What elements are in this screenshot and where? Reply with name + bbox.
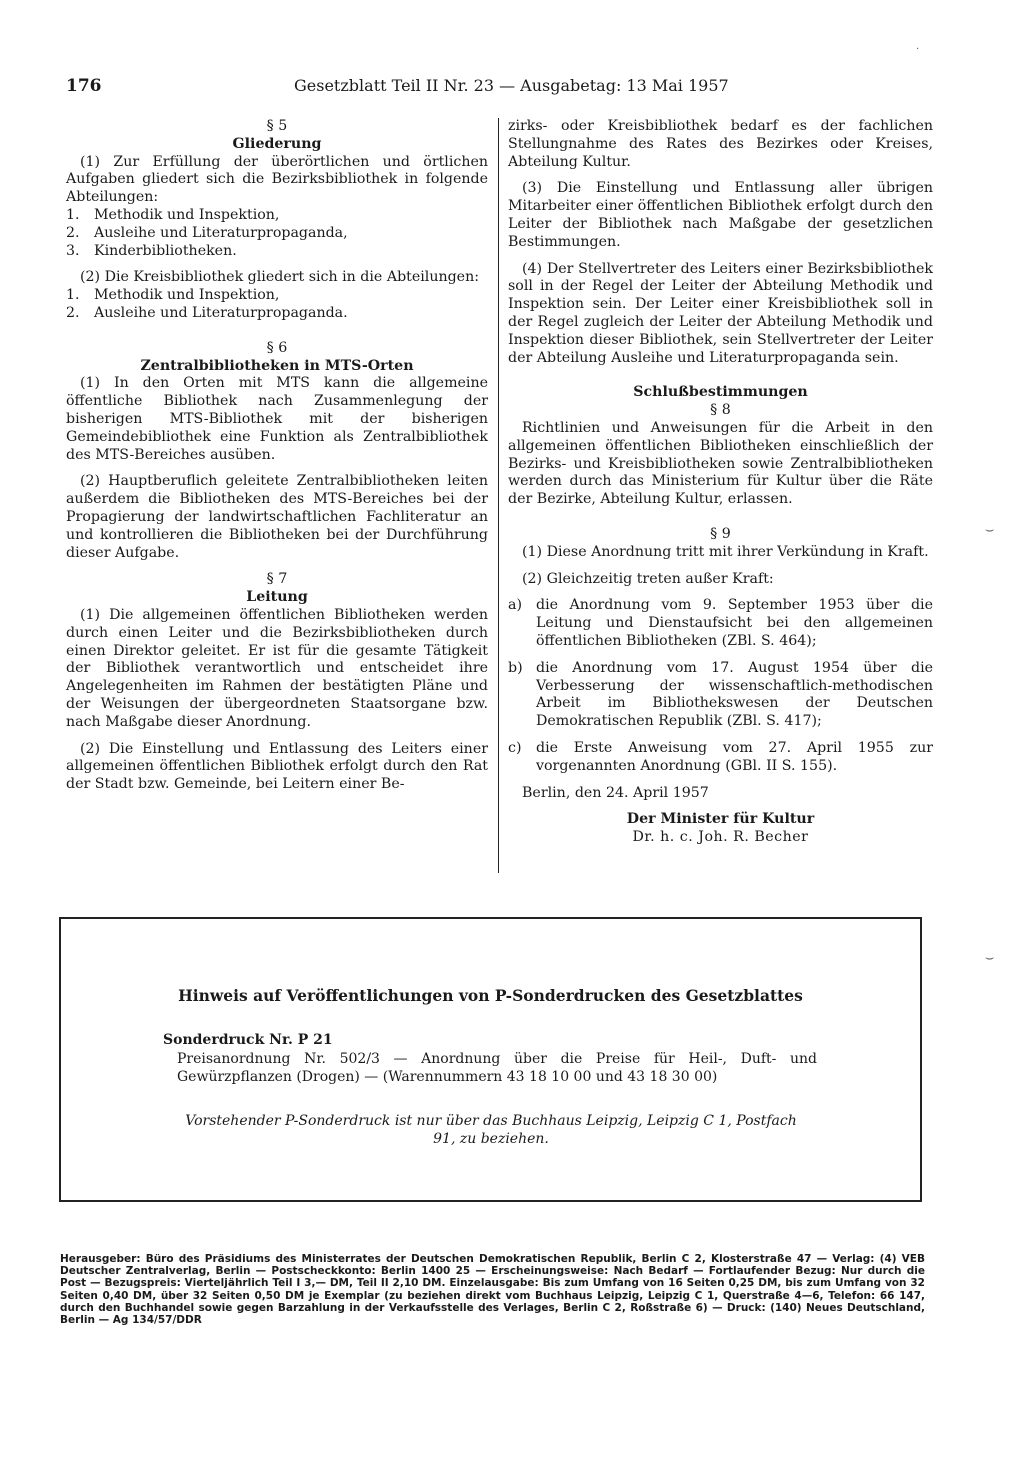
signer-title: Der Minister für Kultur: [626, 811, 815, 828]
section-8-number: § 8: [710, 402, 731, 419]
notice-text: Preisanordnung Nr. 502/3 — Anordnung über die Preise für Heil-, Duft- und Gewürzpflanzen (Drogen) — (Warennummern 43 18 10 00 und 43 18 30 00): [177, 1051, 817, 1085]
notice-box: [59, 917, 922, 1202]
left-column: [66, 118, 488, 794]
section-7-paragraph-3: (3) Die Einstellung und Entlassung aller übrigen Mitarbeiter einer öffentlichen Bibliothek erfolgt durch den Leiter der Bibliothek nach Maßgabe der gesetzlichen Bestimmungen.: [508, 180, 933, 250]
list-text: die Anordnung vom 9. September 1953 über die Leitung und Dienstaufsicht bei den allgemeinen öffentlichen Bibliotheken (ZBl. S. 464);: [536, 597, 933, 649]
date-place: Berlin, den 24. April 1957: [522, 784, 709, 801]
section-7-paragraph-4: (4) Der Stellvertreter des Leiters einer Bezirksbibliothek soll in der Regel der Leiter der Abteilung Methodik und Inspektion sein. Der Leiter einer Kreisbibliothek soll in der Regel zugleich der Leiter der Abteilung Methodik und Inspektion dieser Bibliothek, sein Stellvertreter der Leiter der Abteilung Ausleihe und Literaturpropaganda sein.: [508, 260, 933, 366]
list-number: 1.: [66, 287, 80, 304]
notice-title: Hinweis auf Veröffentlichungen von P-Sonderdrucken des Gesetzblattes: [178, 986, 803, 1005]
notice-subtitle: Sonderdruck Nr. P 21: [163, 1032, 333, 1048]
right-column: [508, 118, 933, 847]
list-text: Ausleihe und Literaturpropaganda,: [94, 224, 348, 241]
list-text: die Erste Anweisung vom 27. April 1955 zur vorgenannten Anordnung (GBl. II S. 155).: [536, 739, 933, 774]
header-title: Gesetzblatt Teil II Nr. 23 — Ausgabetag: 13 Mai 1957: [294, 76, 729, 95]
scan-mark: ⌣: [985, 950, 995, 966]
section-7-title: Leitung: [246, 589, 308, 606]
section-6-number: § 6: [266, 339, 288, 356]
list-item: [508, 597, 933, 650]
list-item: [66, 287, 488, 305]
section-9-paragraph-1: (1) Diese Anordnung tritt mit ihrer Verkündung in Kraft.: [522, 543, 929, 560]
section-6-title: Zentralbibliotheken in MTS-Orten: [140, 357, 414, 374]
section-5-title: Gliederung: [232, 135, 322, 152]
list-text: Methodik und Inspektion,: [94, 287, 280, 304]
list-item: [66, 207, 488, 225]
section-7-number: § 7: [266, 571, 288, 588]
section-5-number: § 5: [266, 118, 288, 134]
list-number: 2.: [66, 304, 80, 321]
section-7-paragraph-1: (1) Die allgemeinen öffentlichen Bibliotheken werden durch einen Leiter und die Bezirksbibliotheken durch einen Direktor geleitet. Er ist für die gesamte Tätigkeit der Bibliothek verantwortlich und entscheidet ihre Angelegenheiten im Rahmen der bestätigten Pläne und der Weisungen der übergeordneten Staatsorgane bzw. nach Maßgabe dieser Anordnung.: [66, 606, 488, 730]
imprint: Herausgeber: Büro des Präsidiums des Ministerrates der Deutschen Demokratischen Republik, Berlin C 2, Klosterstraße 47 — Verlag: (4) VEB Deutscher Zentralverlag, Berlin — Postscheckkonto: Berlin 1400 25 — Erscheinungsweise: Nach Bedarf — Fortlaufender Bezug: Nur durch die Post — Bezugspreis: Vierteljährlich Teil I 3,— DM, Teil II 2,10 DM. Einzelausgabe: Bis zum Umfang von 16 Seiten 0,25 DM, bis zum Umfang von 32 Seiten 0,40 DM, über 32 Seiten 0,50 DM je Exemplar (zu beziehen direkt vom Buchhaus Leipzig, Leipzig C 1, Querstraße 4—6, Telefon: 66 147, durch den Buchhandel sowie gegen Barzahlung in der Verkaufsstelle des Verlages, Berlin C 2, Roßstraße 6) — Druck: (140) Neues Deutschland, Berlin — Ag 134/57/DDR: [60, 1253, 925, 1327]
list-item: [66, 225, 488, 243]
list-item: [66, 305, 488, 323]
list-number: 3.: [66, 242, 80, 259]
scan-mark: ·: [916, 44, 920, 55]
list-text: Kinderbibliotheken.: [94, 242, 237, 259]
final-provisions-title: Schlußbestimmungen: [633, 384, 808, 401]
section-6-paragraph-1: (1) In den Orten mit MTS kann die allgemeine öffentliche Bibliothek nach Zusammenlegung der bisherigen MTS-Bibliothek mit der bisherigen Gemeindebibliothek eine Funktion als Zentralbibliothek des MTS-Bereiches ausüben.: [66, 375, 488, 463]
list-text: Methodik und Inspektion,: [94, 206, 280, 223]
list-item: [66, 243, 488, 261]
section-5-paragraph-2: (2) Die Kreisbibliothek gliedert sich in die Abteilungen:: [80, 269, 479, 286]
list-number: 2.: [66, 224, 80, 241]
section-6-paragraph-2: (2) Hauptberuflich geleitete Zentralbibliotheken leiten außerdem die Bibliotheken des MTS-Bereiches bei der Propagierung der landwirtschaftlichen Fachliteratur an und kontrollieren die Bibliotheken bei der Durchführung dieser Aufgabe.: [66, 473, 488, 561]
column-divider: [498, 118, 499, 873]
section-9-paragraph-2: (2) Gleichzeitig treten außer Kraft:: [522, 570, 774, 587]
list-text: die Anordnung vom 17. August 1954 über die Verbesserung der wissenschaftlich-methodischen Arbeit im Bibliothekswesen der Deutschen Demokratischen Republik (ZBl. S. 417);: [536, 659, 933, 730]
list-letter: c): [508, 739, 522, 756]
list-number: 1.: [66, 206, 80, 223]
section-7-continuation: zirks- oder Kreisbibliothek bedarf es der fachlichen Stellungnahme des Rates des Bezirkes oder Kreises, Abteilung Kultur.: [508, 118, 933, 170]
section-8-paragraph: Richtlinien und Anweisungen für die Arbeit in den allgemeinen öffentlichen Bibliotheken einschließlich der Bezirks- und Kreisbibliotheken sowie Zentralbibliotheken werden durch das Ministerium für Kultur über die Räte der Bezirke, Abteilung Kultur, erlassen.: [508, 419, 933, 508]
list-text: Ausleihe und Literaturpropaganda.: [94, 304, 348, 321]
notice-note: Vorstehender P-Sonderdruck ist nur über das Buchhaus Leipzig, Leipzig C 1, Postfach 91, zu beziehen.: [185, 1113, 797, 1147]
scan-mark: ⌣: [985, 522, 995, 538]
list-item: [508, 660, 933, 731]
list-letter: a): [508, 597, 522, 614]
list-letter: b): [508, 659, 523, 676]
section-9-number: § 9: [710, 525, 731, 542]
section-5-paragraph-1: (1) Zur Erfüllung der überörtlichen und örtlichen Aufgaben gliedert sich die Bezirksbibliothek in folgende Abteilungen:: [66, 153, 488, 206]
section-7-paragraph-2: (2) Die Einstellung und Entlassung des Leiters einer allgemeinen öffentlichen Bibliothek erfolgt durch den Rat der Stadt bzw. Gemeinde, bei Leitern einer Be-: [66, 740, 488, 793]
page-number: 176: [66, 76, 102, 96]
signer-name: Dr. h. c. Joh. R. Becher: [632, 829, 809, 846]
list-item: [508, 740, 933, 776]
